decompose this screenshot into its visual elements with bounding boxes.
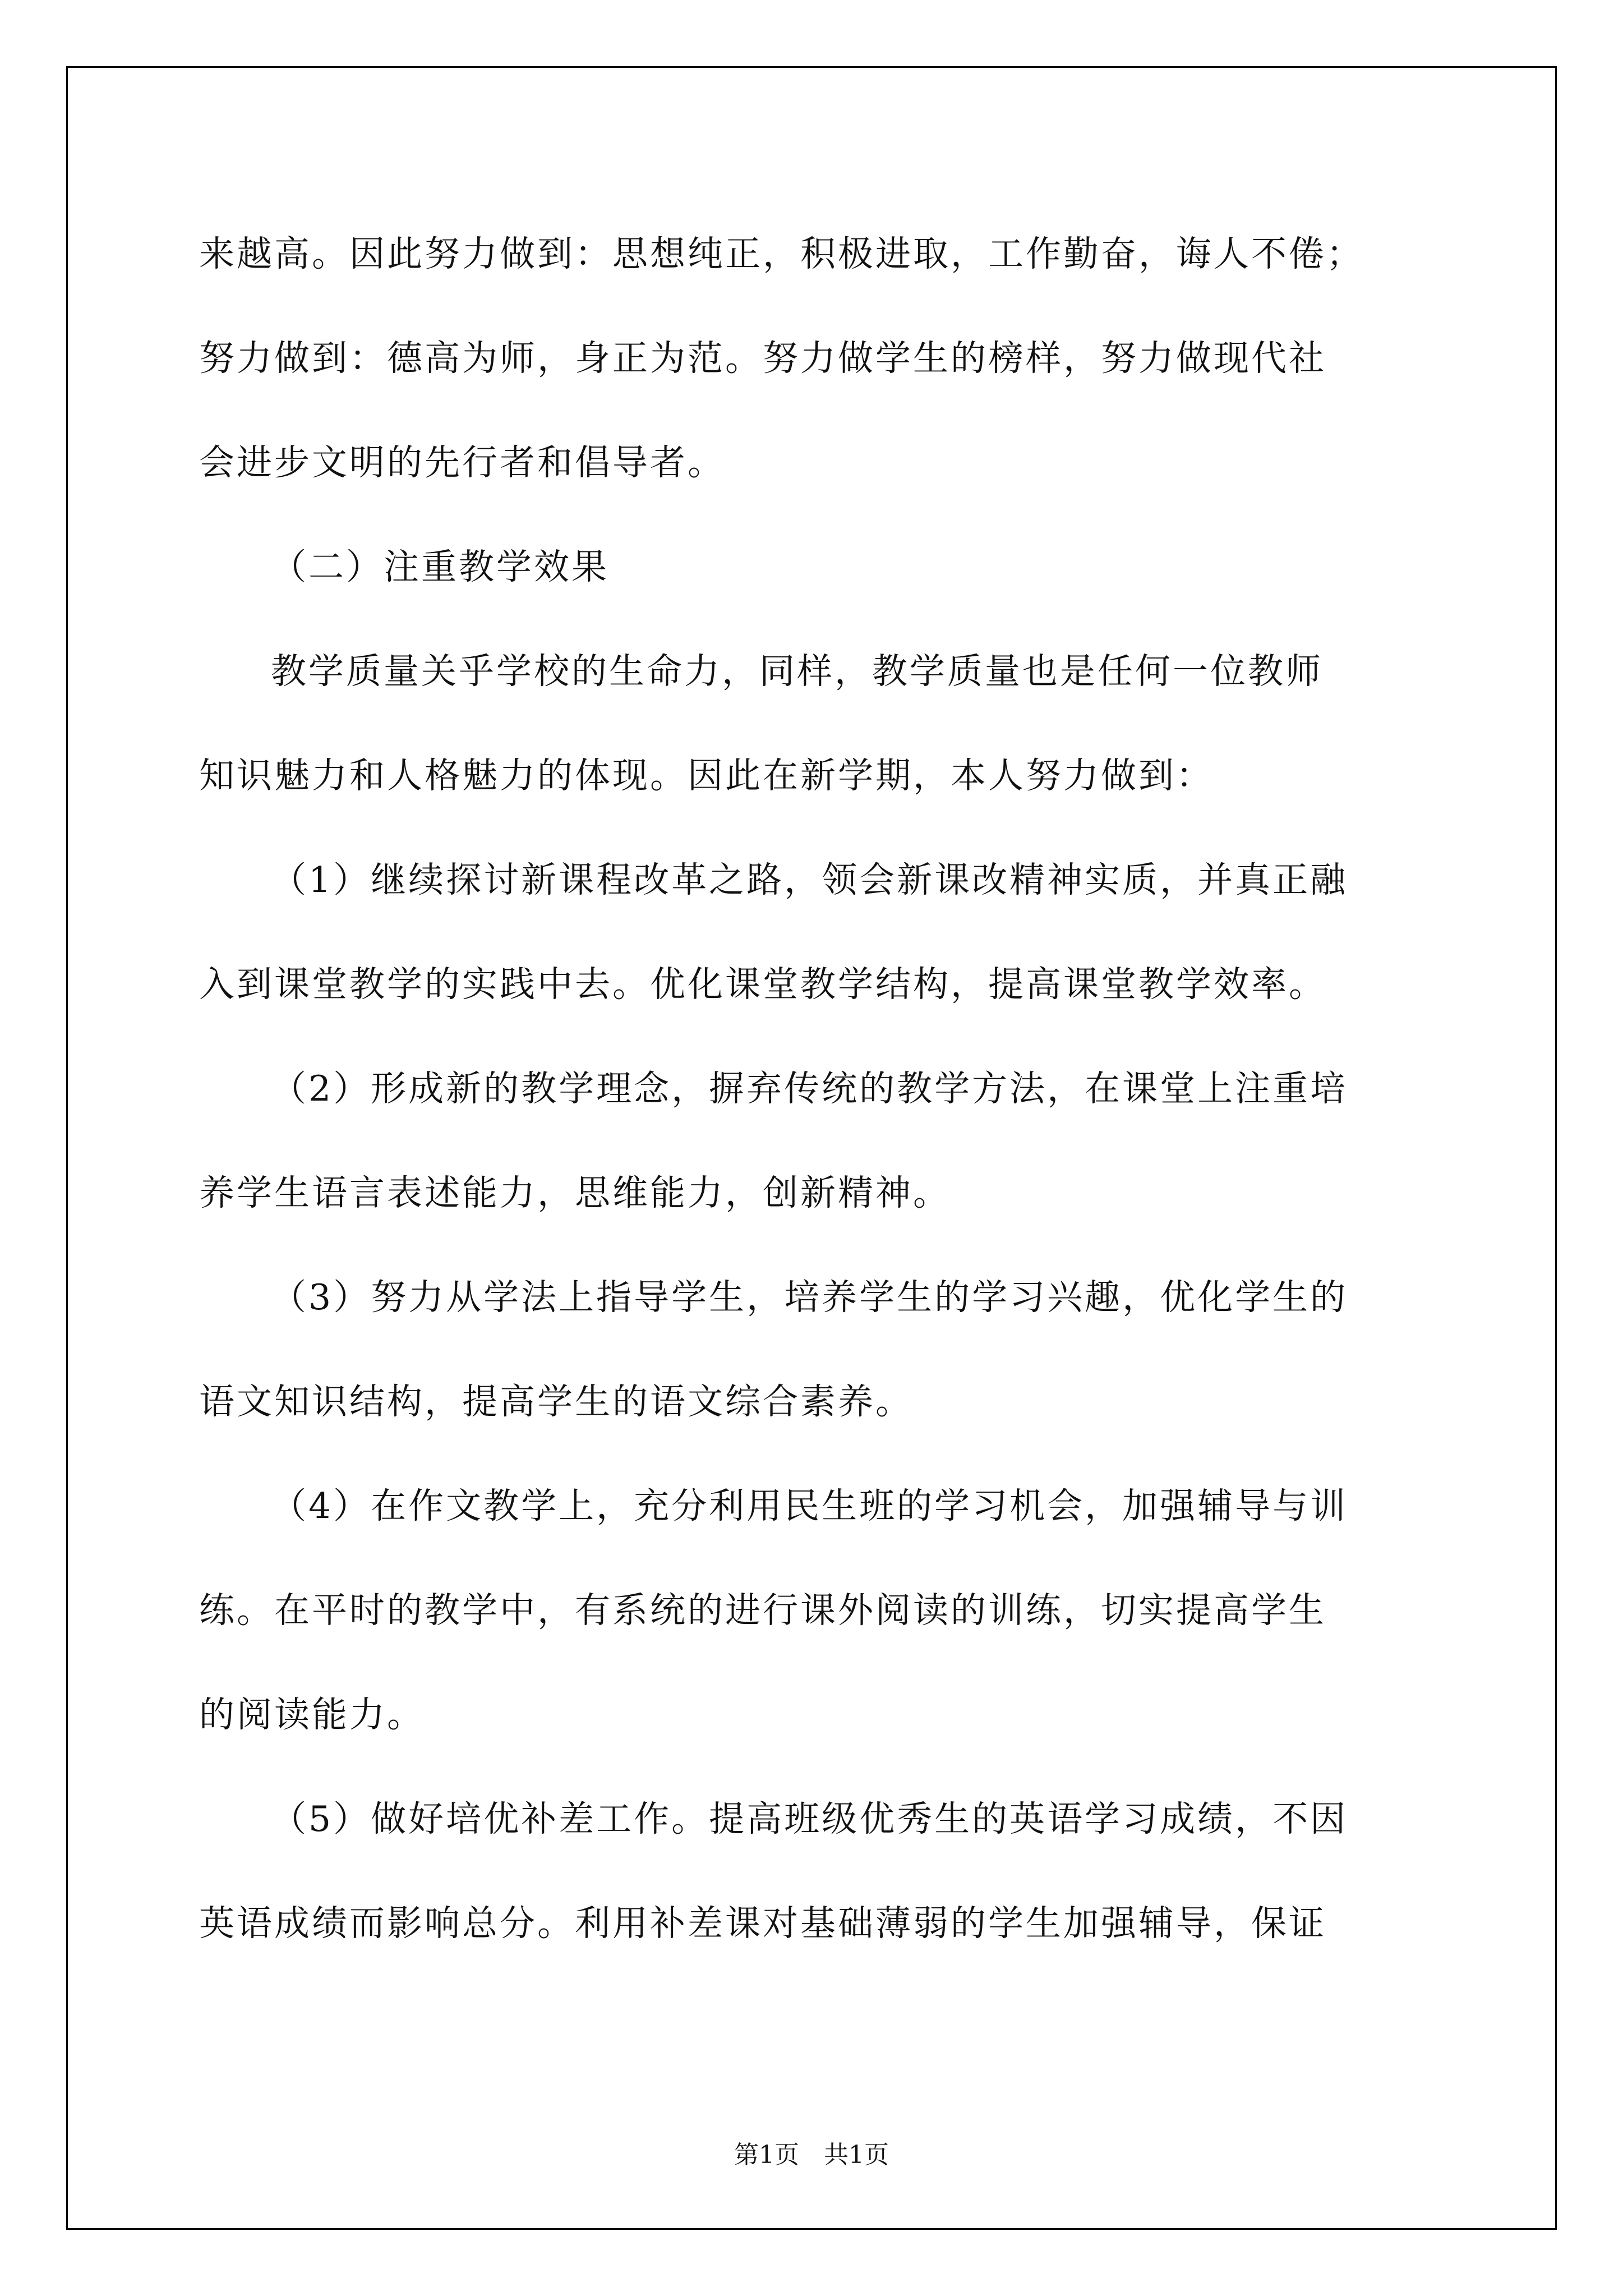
- text-line: 知识魅力和人格魅力的体现。因此在新学期，本人努力做到：: [199, 755, 1214, 796]
- text-line: 会进步文明的先行者和倡导者。: [199, 442, 725, 483]
- text-line: 来越高。因此努力做到：思想纯正，积极进取，工作勤奋，诲人不倦；: [199, 233, 1364, 274]
- paragraph-start: 教学质量关乎学校的生命力，同样，教学质量也是任何一位教师: [271, 651, 1323, 692]
- text-line: 入到课堂教学的实践中去。优化课堂教学结构，提高课堂教学效率。: [199, 964, 1326, 1005]
- text-line: 语文知识结构，提高学生的语文综合素养。: [199, 1381, 913, 1422]
- list-item-4: （4）在作文教学上，充分利用民生班的学习机会，加强辅导与训: [271, 1485, 1348, 1526]
- list-item-2: （2）形成新的教学理念，摒弃传统的教学方法，在课堂上注重培: [271, 1068, 1348, 1109]
- section-heading: （二）注重教学效果: [271, 546, 609, 587]
- text-line: 英语成绩而影响总分。利用补差课对基础薄弱的学生加强辅导，保证: [199, 1903, 1326, 1944]
- page-number-footer: 第1页 共1页: [734, 2141, 889, 2169]
- list-item-1: （1）继续探讨新课程改革之路，领会新课改精神实质，并真正融: [271, 859, 1348, 900]
- list-item-5: （5）做好培优补差工作。提高班级优秀生的英语学习成绩，不因: [271, 1798, 1348, 1839]
- text-line: 的阅读能力。: [199, 1694, 425, 1735]
- text-line: 练。在平时的教学中，有系统的进行课外阅读的训练，切实提高学生: [199, 1590, 1326, 1631]
- text-line: 养学生语言表述能力，思维能力，创新精神。: [199, 1172, 951, 1213]
- document-body: [199, 202, 1433, 1976]
- text-line: 努力做到：德高为师，身正为范。努力做学生的榜样，努力做现代社: [199, 338, 1326, 379]
- list-item-3: （3）努力从学法上指导学生，培养学生的学习兴趣，优化学生的: [271, 1277, 1348, 1318]
